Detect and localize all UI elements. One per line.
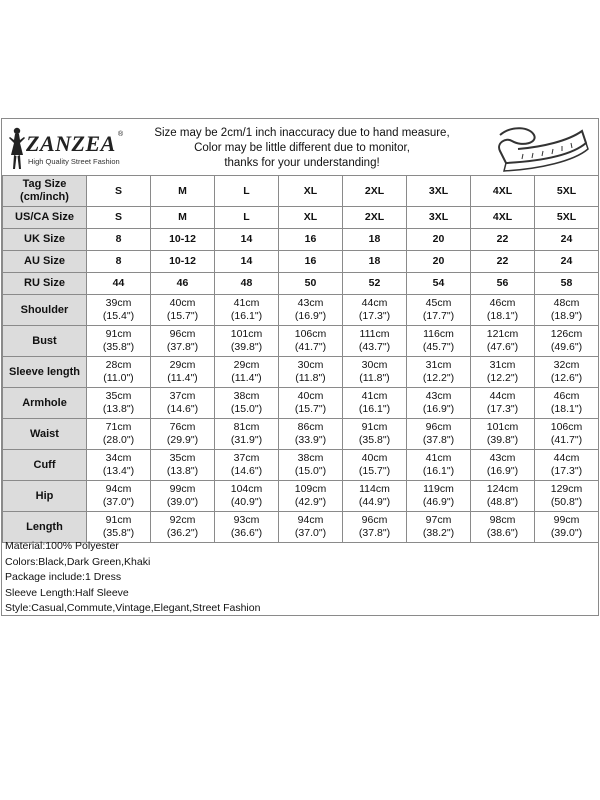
value-cm: 38cm <box>233 390 260 402</box>
dress-silhouette-icon <box>6 125 28 171</box>
value-inch: (39.8") <box>486 434 519 446</box>
value-cm: 30cm <box>297 359 324 371</box>
size-cell: 24 <box>535 229 599 251</box>
value-cm: 31cm <box>425 359 452 371</box>
measurement-cell <box>215 326 279 357</box>
info-colors: Colors:Black,Dark Green,Khaki <box>5 555 151 568</box>
row-label: US/CA Size <box>3 207 87 229</box>
value-cm: 94cm <box>297 514 324 526</box>
size-cell: 20 <box>407 251 471 273</box>
value-cm: 93cm <box>233 514 260 526</box>
measurement-cell <box>215 388 279 419</box>
value-inch: (16.1") <box>422 465 455 477</box>
brand-tagline: High Quality Street Fashion <box>28 157 120 166</box>
value-inch: (12.6") <box>550 372 583 384</box>
size-row <box>3 273 599 295</box>
measurement-cell <box>87 512 151 543</box>
measurement-cell <box>343 388 407 419</box>
size-cell: 3XL <box>407 176 471 207</box>
measurement-cell <box>279 326 343 357</box>
value-inch: (37.8") <box>358 527 391 539</box>
value-cm: 37cm <box>169 390 196 402</box>
value-inch: (39.8") <box>230 341 263 353</box>
size-cell: L <box>215 176 279 207</box>
size-cell: 5XL <box>535 207 599 229</box>
value-inch: (48.8") <box>486 496 519 508</box>
value-cm: 109cm <box>294 483 327 495</box>
value-inch: (12.2") <box>486 372 519 384</box>
value-cm: 96cm <box>425 421 452 433</box>
value-cm: 91cm <box>105 328 132 340</box>
measurement-cell <box>471 295 535 326</box>
size-cell: 5XL <box>535 176 599 207</box>
registered-mark: ® <box>118 131 124 138</box>
value-inch: (46.9") <box>422 496 455 508</box>
value-inch: (28.0") <box>102 434 135 446</box>
value-cm: 99cm <box>169 483 196 495</box>
value-cm: 43cm <box>297 297 324 309</box>
value-cm: 30cm <box>361 359 388 371</box>
size-cell: 46 <box>151 273 215 295</box>
row-label: AU Size <box>3 251 87 273</box>
value-inch: (15.7") <box>294 403 327 415</box>
size-cell: 2XL <box>343 207 407 229</box>
value-cm: 45cm <box>425 297 452 309</box>
value-cm: 46cm <box>489 297 516 309</box>
size-cell: M <box>151 207 215 229</box>
size-cell: 56 <box>471 273 535 295</box>
measurement-cell <box>407 419 471 450</box>
value-inch: (11.8") <box>295 372 326 384</box>
value-cm: 32cm <box>553 359 580 371</box>
info-material: Material:100% Polyester <box>5 540 119 552</box>
value-cm: 119cm <box>423 483 454 495</box>
value-inch: (15.4") <box>102 310 135 322</box>
size-table <box>2 175 599 543</box>
value-cm: 41cm <box>233 297 260 309</box>
measurement-cell <box>471 419 535 450</box>
size-cell: 50 <box>279 273 343 295</box>
size-cell: 22 <box>471 251 535 273</box>
measurement-cell <box>151 357 215 388</box>
row-label: Hip <box>3 481 87 512</box>
value-inch: (16.9") <box>486 465 519 477</box>
measurement-cell <box>471 357 535 388</box>
measurement-cell <box>215 295 279 326</box>
value-cm: 29cm <box>233 359 260 371</box>
product-info <box>2 539 598 617</box>
value-inch: (18.1") <box>550 403 583 415</box>
measurement-row <box>3 388 599 419</box>
row-label: Shoulder <box>3 295 87 326</box>
size-cell: S <box>87 176 151 207</box>
notice-line-1: Size may be 2cm/1 inch inaccuracy due to hand measure, <box>154 127 450 139</box>
size-cell: 18 <box>343 251 407 273</box>
measurement-cell <box>343 326 407 357</box>
value-inch: (16.9") <box>294 310 327 322</box>
notice-line-2: Color may be little different due to monitor, <box>194 142 410 154</box>
measurement-cell <box>279 512 343 543</box>
value-cm: 37cm <box>233 452 260 464</box>
measurement-cell <box>215 481 279 512</box>
value-inch: (17.7") <box>422 310 455 322</box>
measurement-cell <box>471 388 535 419</box>
measurement-row <box>3 512 599 543</box>
size-cell: XL <box>279 176 343 207</box>
size-cell: 14 <box>215 229 279 251</box>
value-cm: 44cm <box>361 297 388 309</box>
row-label: Cuff <box>3 450 87 481</box>
value-inch: (36.6") <box>230 527 263 539</box>
value-cm: 39cm <box>105 297 132 309</box>
value-cm: 101cm <box>230 328 263 340</box>
value-cm: 106cm <box>550 421 583 433</box>
value-cm: 28cm <box>105 359 132 371</box>
value-cm: 31cm <box>489 359 516 371</box>
value-cm: 46cm <box>553 390 580 402</box>
value-cm: 124cm <box>486 483 519 495</box>
value-cm: 76cm <box>169 421 196 433</box>
value-inch: (17.3") <box>550 465 583 477</box>
value-inch: (11.0") <box>103 372 134 384</box>
value-inch: (37.8") <box>166 341 199 353</box>
value-inch: (36.2") <box>166 527 199 539</box>
measurement-cell <box>407 450 471 481</box>
value-inch: (38.2") <box>422 527 455 539</box>
value-cm: 97cm <box>425 514 452 526</box>
measurement-cell <box>279 450 343 481</box>
measurement-cell <box>471 450 535 481</box>
value-cm: 121cm <box>486 328 519 340</box>
value-inch: (35.8") <box>102 341 135 353</box>
row-label: Length <box>3 512 87 543</box>
value-cm: 40cm <box>297 390 324 402</box>
row-label: Sleeve length <box>3 357 87 388</box>
size-cell: 8 <box>87 251 151 273</box>
measurement-cell <box>535 295 599 326</box>
info-style: Style:Casual,Commute,Vintage,Elegant,Street Fashion <box>5 602 261 614</box>
value-inch: (16.1") <box>358 403 391 415</box>
size-cell: 48 <box>215 273 279 295</box>
measurement-cell <box>407 326 471 357</box>
measurement-row <box>3 295 599 326</box>
measurement-cell <box>215 450 279 481</box>
info-sleeve-length: Sleeve Length:Half Sleeve <box>5 586 129 599</box>
measurement-cell <box>215 512 279 543</box>
value-cm: 38cm <box>297 452 324 464</box>
value-inch: (35.8") <box>358 434 391 446</box>
size-cell: 10-12 <box>151 251 215 273</box>
value-inch: (39.0") <box>166 496 199 508</box>
value-inch: (42.9") <box>294 496 327 508</box>
row-label: Waist <box>3 419 87 450</box>
measurement-cell <box>151 419 215 450</box>
value-inch: (14.6") <box>230 465 263 477</box>
value-inch: (35.8") <box>102 527 135 539</box>
measurement-cell <box>87 357 151 388</box>
value-inch: (11.4") <box>231 372 262 384</box>
size-row <box>3 207 599 229</box>
size-cell: 24 <box>535 251 599 273</box>
value-cm: 96cm <box>169 328 196 340</box>
size-row <box>3 176 599 207</box>
measurement-cell <box>151 326 215 357</box>
value-inch: (31.9") <box>230 434 263 446</box>
measurement-row <box>3 450 599 481</box>
value-inch: (16.1") <box>230 310 263 322</box>
measurement-cell <box>535 481 599 512</box>
brand-name: ZANZEA <box>26 131 116 156</box>
row-label: RU Size <box>3 273 87 295</box>
size-cell: M <box>151 176 215 207</box>
info-package: Package include:1 Dress <box>5 571 122 583</box>
size-cell: 16 <box>279 229 343 251</box>
size-cell: 8 <box>87 229 151 251</box>
value-inch: (11.4") <box>167 372 198 384</box>
value-cm: 40cm <box>361 452 388 464</box>
measurement-cell <box>407 388 471 419</box>
value-inch: (18.1") <box>486 310 519 322</box>
value-inch: (15.7") <box>166 310 199 322</box>
value-inch: (44.9") <box>358 496 391 508</box>
value-cm: 96cm <box>361 514 388 526</box>
value-cm: 114cm <box>359 483 390 495</box>
value-inch: (37.8") <box>422 434 455 446</box>
measurement-row <box>3 481 599 512</box>
measurement-cell <box>471 481 535 512</box>
measurement-cell <box>151 388 215 419</box>
value-cm: 104cm <box>230 483 263 495</box>
measurement-cell <box>535 388 599 419</box>
value-inch: (50.8") <box>550 496 583 508</box>
size-cell: 10-12 <box>151 229 215 251</box>
size-cell: 4XL <box>471 207 535 229</box>
value-inch: (43.7") <box>358 341 391 353</box>
measurement-cell <box>151 295 215 326</box>
value-inch: (16.9") <box>422 403 455 415</box>
size-cell: 52 <box>343 273 407 295</box>
measurement-cell <box>279 388 343 419</box>
row-label: UK Size <box>3 229 87 251</box>
value-inch: (18.9") <box>550 310 583 322</box>
value-cm: 29cm <box>169 359 196 371</box>
measurement-cell <box>343 481 407 512</box>
value-cm: 98cm <box>489 514 516 526</box>
size-row <box>3 229 599 251</box>
measurement-cell <box>343 357 407 388</box>
measurement-cell <box>343 450 407 481</box>
value-cm: 35cm <box>169 452 196 464</box>
row-label: Tag Size (cm/inch) <box>3 176 87 207</box>
value-cm: 43cm <box>489 452 516 464</box>
value-inch: (12.2") <box>422 372 455 384</box>
value-inch: (13.8") <box>102 403 135 415</box>
measurement-cell <box>279 357 343 388</box>
measurement-cell <box>343 295 407 326</box>
value-inch: (15.0") <box>294 465 327 477</box>
size-cell: 54 <box>407 273 471 295</box>
value-cm: 116cm <box>423 328 454 340</box>
value-cm: 106cm <box>294 328 327 340</box>
size-chart <box>1 118 599 616</box>
size-cell: 44 <box>87 273 151 295</box>
size-cell: 18 <box>343 229 407 251</box>
row-label: Bust <box>3 326 87 357</box>
chart-header <box>2 119 598 176</box>
measurement-cell <box>215 357 279 388</box>
measurement-cell <box>87 419 151 450</box>
measurement-row <box>3 419 599 450</box>
measurement-cell <box>151 450 215 481</box>
value-cm: 41cm <box>425 452 452 464</box>
value-inch: (49.6") <box>550 341 583 353</box>
value-cm: 94cm <box>105 483 132 495</box>
value-inch: (11.8") <box>359 372 390 384</box>
value-cm: 34cm <box>105 452 132 464</box>
value-cm: 91cm <box>105 514 132 526</box>
value-inch: (29.9") <box>166 434 199 446</box>
value-cm: 81cm <box>233 421 260 433</box>
value-inch: (45.7") <box>422 341 455 353</box>
measurement-cell <box>407 295 471 326</box>
measurement-cell <box>535 357 599 388</box>
measurement-cell <box>151 512 215 543</box>
measurement-cell <box>343 419 407 450</box>
value-cm: 129cm <box>550 483 583 495</box>
value-cm: 101cm <box>486 421 519 433</box>
row-label: Armhole <box>3 388 87 419</box>
size-row <box>3 251 599 273</box>
value-inch: (15.0") <box>230 403 263 415</box>
size-cell: 58 <box>535 273 599 295</box>
value-cm: 41cm <box>361 390 388 402</box>
value-cm: 91cm <box>361 421 388 433</box>
measuring-tape-icon <box>482 121 592 173</box>
measurement-cell <box>151 481 215 512</box>
measurement-cell <box>87 388 151 419</box>
measurement-cell <box>471 326 535 357</box>
measurement-cell <box>87 295 151 326</box>
measurement-cell <box>279 481 343 512</box>
size-cell: S <box>87 207 151 229</box>
value-inch: (13.8") <box>166 465 199 477</box>
measurement-notice <box>132 126 472 171</box>
measurement-cell <box>343 512 407 543</box>
notice-line-3: thanks for your understanding! <box>224 157 380 169</box>
measurement-row <box>3 357 599 388</box>
value-inch: (15.7") <box>358 465 391 477</box>
value-cm: 86cm <box>297 421 324 433</box>
value-inch: (37.0") <box>102 496 135 508</box>
measurement-cell <box>87 326 151 357</box>
value-inch: (39.0") <box>550 527 583 539</box>
value-cm: 35cm <box>105 390 132 402</box>
size-cell: 20 <box>407 229 471 251</box>
value-inch: (40.9") <box>230 496 263 508</box>
value-inch: (47.6") <box>486 341 519 353</box>
value-inch: (33.9") <box>294 434 327 446</box>
size-cell: 3XL <box>407 207 471 229</box>
measurement-row <box>3 326 599 357</box>
value-inch: (17.3") <box>486 403 519 415</box>
value-cm: 44cm <box>489 390 516 402</box>
value-inch: (38.6") <box>486 527 519 539</box>
size-cell: 22 <box>471 229 535 251</box>
value-cm: 43cm <box>425 390 452 402</box>
size-cell: 4XL <box>471 176 535 207</box>
value-cm: 92cm <box>169 514 196 526</box>
size-cell: XL <box>279 207 343 229</box>
value-inch: (13.4") <box>102 465 135 477</box>
size-cell: L <box>215 207 279 229</box>
brand-logo <box>6 125 124 171</box>
value-inch: (17.3") <box>358 310 391 322</box>
measurement-cell <box>407 481 471 512</box>
value-cm: 126cm <box>550 328 583 340</box>
measurement-cell <box>535 512 599 543</box>
measurement-cell <box>535 450 599 481</box>
value-inch: (41.7") <box>294 341 327 353</box>
measurement-cell <box>279 419 343 450</box>
size-cell: 2XL <box>343 176 407 207</box>
measurement-cell <box>87 481 151 512</box>
value-inch: (14.6") <box>166 403 199 415</box>
value-cm: 40cm <box>169 297 196 309</box>
measurement-cell <box>279 295 343 326</box>
value-cm: 71cm <box>105 421 132 433</box>
value-cm: 44cm <box>553 452 580 464</box>
measurement-cell <box>535 326 599 357</box>
measurement-cell <box>215 419 279 450</box>
value-cm: 111cm <box>359 328 390 340</box>
value-cm: 99cm <box>553 514 580 526</box>
value-inch: (41.7") <box>550 434 583 446</box>
size-cell: 16 <box>279 251 343 273</box>
measurement-cell <box>535 419 599 450</box>
measurement-cell <box>87 450 151 481</box>
measurement-cell <box>407 512 471 543</box>
size-cell: 14 <box>215 251 279 273</box>
value-cm: 48cm <box>553 297 580 309</box>
measurement-cell <box>407 357 471 388</box>
value-inch: (37.0") <box>294 527 327 539</box>
measurement-cell <box>471 512 535 543</box>
